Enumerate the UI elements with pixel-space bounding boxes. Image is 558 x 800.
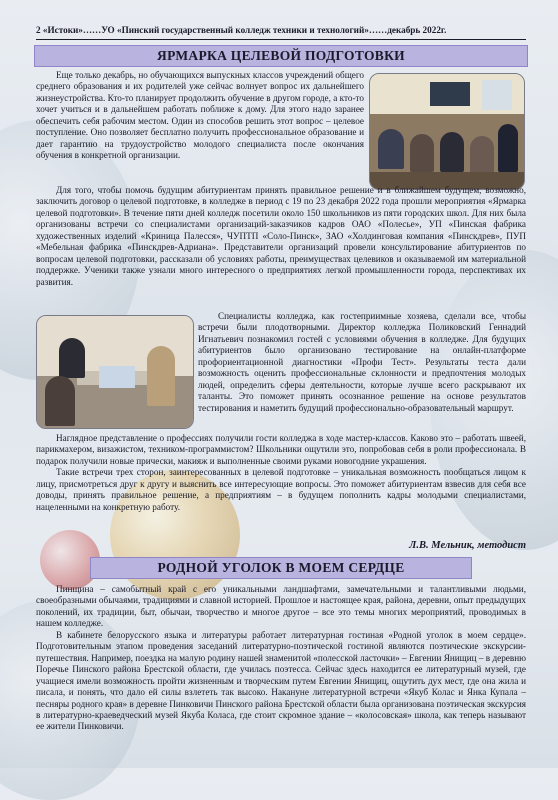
paragraph-text: Специалисты колледжа, как гостеприимные хозяева, сделали все, чтобы встречи были плодотворными. Директор колледжа Поликовский Геннадий Игнатьевич познакомил гостей с условиями обучения в колледже. Для будущих абитуриентов было организовано тестирование на онлайн-платформе профориентационной диагностики «Профи Тест». Результаты теста дали возможность оценить профессиональные склонности и предпочтения молодых людей, определить сферы деятельности, которые лучше всего раскрывают их таланты. Это поможет принять осознанное решение на основе результатов тестирования и наметить будущий профессионально-образовательный маршрут. [198,311,526,413]
article-paragraph [36,70,364,162]
paragraph-text: Пинщина – самобытный край с его уникальными ландшафтами, замечательными и талантливыми людьми, своеобразными обычаями, традициями и славной историей. Прошлое и настоящее края, района, деревни, опыт предыдущих поколений, их традиции, быт, обычаи, творчество и многое другое – все это темы многих мероприятий, проводимых в нашем колледже. [36,584,526,629]
author-signature: Л.В. Мельник, методист [409,540,526,551]
classroom-meeting-photo [369,73,525,190]
paragraph-text: Еще только декабрь, но обучающихся выпускных классов учреждений общего среднего образования и их родителей уже сейчас волнует вопрос их дальнейшего жизнеустройства. Кто-то планирует продолжить обучение в другом городе, а кто-то хочет учиться и в дальнейшем работать поближе к дому. Для этого надо заранее обеспечить себя рабочим местом. Один из способов решить этот вопрос – целевое поступление. Оно позволяет бесплатно получить профессиональное образование и дает гарантию на трудоустройство молодого специалиста после окончания обучения в конкретной организации. [36,70,364,161]
article-title: ЯРМАРКА ЦЕЛЕВОЙ ПОДГОТОВКИ [34,45,528,67]
paragraph-text: В кабинете белорусского языка и литературы работает литературная гостиная «Родной уголок в моем сердце». Подготовительным этапом проведения заседаний литературно-поэтической гостиной являются поэтические экскурсии-путешествия. Например, поездка на малую родину нашей знаменитой «полесской ласточки» – Евгении Янищиц – в деревню Поречье Пинского района Брестской области, где училась поэтесса. Сейчас здесь находится ее литературный музей, где учащиеся имели возможность пройти жизненным и творческим путем Евгении Янищиц, ощутить дух мест, где она жила и писала, и понять, что дало ей силы взлететь так высоко. Накануне литературной встречи «Якуб Колас и Янка Купала – песняры родного края» в деревне Пинковичи Пинского района Брестской области была организована поэтическая экскурсия в литературно-краеведческий музей Якуба Коласа, где стоит скромное здание – «колосовская» школа, как теперь называют ее жители Пинковичи. [36,629,526,732]
article-title: РОДНОЙ УГОЛОК В МОЕМ СЕРДЦЕ [90,557,472,579]
article-paragraph [36,185,526,288]
running-head: 2 «Истоки»……УО «Пинский государственный колледж техники и технологий»……декабрь 2022г. [36,25,526,40]
paragraph-text: Наглядное представление о профессиях получили гости колледжа в ходе мастер-классов. Каково это – работать швеей, парикмахером, визажистом, техником-программистом? Школьники ощутили это, попробовав себя в роли профессионала. В подарок получили новые прически, макияж и выполненные своими руками новогодние украшения. [36,433,526,466]
article-paragraph [36,433,526,513]
article-paragraph [198,311,526,414]
article-paragraph [36,584,526,733]
paragraph-text: Такие встречи трех сторон, заинтересованных в целевой подготовке – уникальная возможность пообщаться лицом к лицу, присмотреться друг к другу и выяснить все интересующие вопросы. Это поможет абитуриентам взвесив для себя все доводы, принять правильное решение, а предприятиям – в будущем пополнить кадры молодыми специалистами, нацеленными на конкретную работу. [36,467,526,512]
testing-session-photo [36,315,194,429]
paragraph-text: Для того, чтобы помочь будущим абитуриентам принять правильное решение и в ближайшем будущем, возможно, заключить договор о целевой подготовке, в колледже в период с 19 по 23 декабря 2022 года прошли мероприятия «Ярмарка целевой подготовки». В течение пяти дней колледж посетили около 150 школьников из пяти городских школ. Для них была организованы встречи со специалистами организаций-заказчиков кадров ОАО «Полесье», УП «Пинская фабрика художественных изделий «Криница Палесся», ЧУПТП «Соло-Пинск», ЗАО «Холдинговая компания «Пинскдрев», ПУП «Мебельная фабрика «Пинскдрев-Адриана». Представители организаций провели консультирование абитуриентов по вопросам целевой подготовки, рассказали об условиях работы, преимуществах целевиков и оказываемой им материальной поддержке. Ученики также узнали много интересного о предприятиях легкой промышленности города, перспективах их развития. [36,185,526,287]
